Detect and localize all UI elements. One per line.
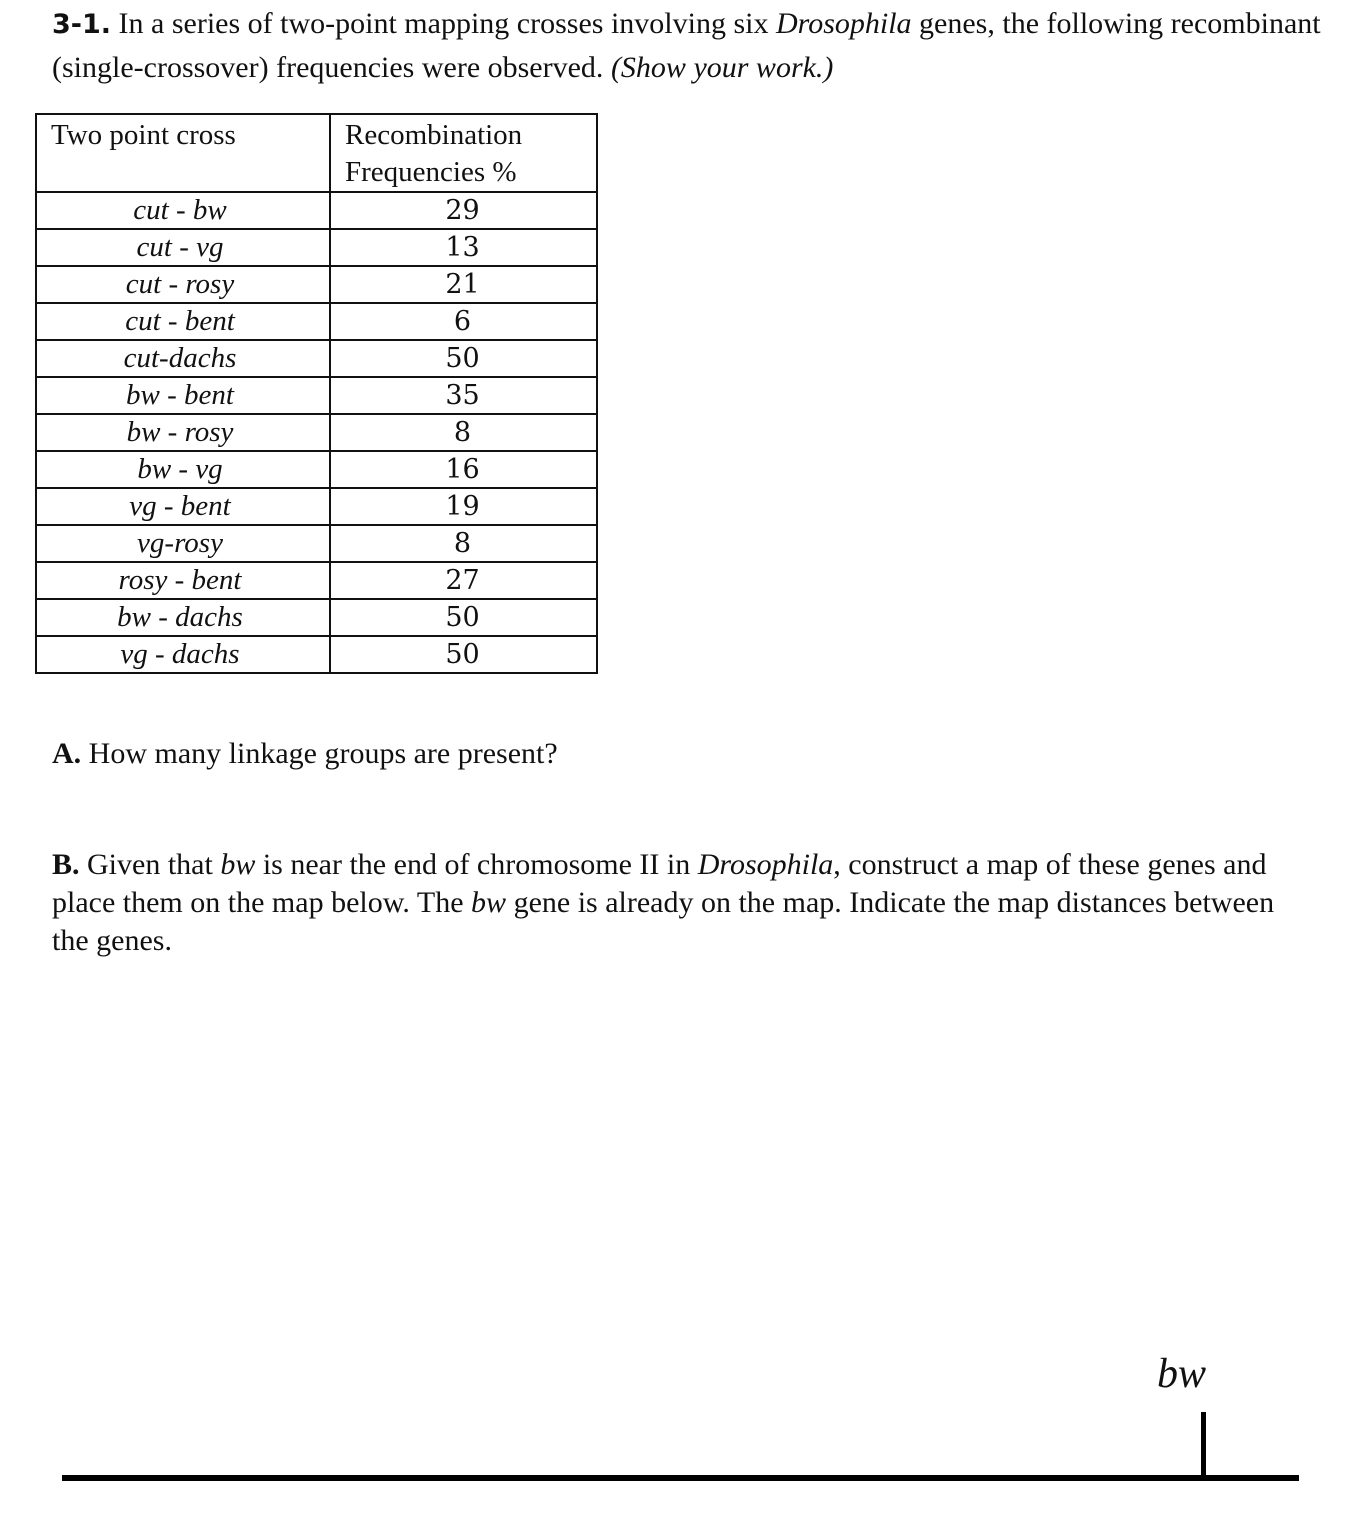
cross-cell bbox=[36, 414, 330, 451]
table-row bbox=[36, 525, 597, 562]
question-text-part-2: genes, the following recombinant (single-crossover) frequencies were observed. bbox=[52, 7, 1321, 84]
cross-cell bbox=[36, 229, 330, 266]
chromosome-line bbox=[62, 1475, 1299, 1481]
organism-name: Drosophila bbox=[775, 7, 912, 40]
chromosome-map bbox=[0, 1330, 1354, 1530]
table-row bbox=[36, 303, 597, 340]
table-row bbox=[36, 451, 597, 488]
cross-label: bw - vg bbox=[137, 453, 223, 485]
cross-label: cut - bw bbox=[133, 194, 227, 226]
question-prompt bbox=[52, 2, 1322, 89]
frequency-cell: 21 bbox=[330, 266, 597, 303]
header-freq-line-1: Recombination bbox=[345, 119, 523, 151]
cross-cell bbox=[36, 599, 330, 636]
cross-label: vg-rosy bbox=[137, 527, 223, 559]
table-body bbox=[36, 192, 597, 673]
table-row bbox=[36, 488, 597, 525]
cross-cell bbox=[36, 488, 330, 525]
cross-cell bbox=[36, 192, 330, 229]
header-two-point-cross: Two point cross bbox=[36, 114, 330, 192]
cross-label: cut - bent bbox=[125, 305, 235, 337]
part-b-letter: B. bbox=[52, 848, 80, 881]
part-b-organism: Drosophila bbox=[697, 848, 834, 881]
table-row bbox=[36, 229, 597, 266]
cross-label: cut-dachs bbox=[123, 342, 237, 374]
part-b-text-4: gene is already on the map. Indicate the map distances between the genes. bbox=[52, 886, 1275, 957]
frequency-cell: 50 bbox=[330, 599, 597, 636]
part-a-question bbox=[52, 735, 558, 773]
table-row bbox=[36, 377, 597, 414]
frequency-cell: 6 bbox=[330, 303, 597, 340]
question-number: 3-1. bbox=[52, 9, 112, 40]
part-b-gene-2: bw bbox=[471, 886, 507, 919]
part-b-question bbox=[52, 846, 1302, 960]
cross-label: bw - bent bbox=[126, 379, 234, 411]
header-freq-line-2: Frequencies % bbox=[345, 156, 517, 188]
table-header-row bbox=[36, 114, 597, 192]
recombination-frequency-table bbox=[35, 113, 598, 674]
cross-label: vg - bent bbox=[129, 490, 231, 522]
gene-label-bw: bw bbox=[1157, 1351, 1207, 1397]
cross-cell bbox=[36, 303, 330, 340]
cross-cell bbox=[36, 525, 330, 562]
frequency-cell: 50 bbox=[330, 340, 597, 377]
gene-tick-bw bbox=[1201, 1412, 1206, 1478]
table-row bbox=[36, 340, 597, 377]
frequency-cell: 16 bbox=[330, 451, 597, 488]
cross-label: bw - dachs bbox=[117, 601, 243, 633]
part-b-text-3: , construct a map of these genes and place them on the map below. The bbox=[52, 848, 1267, 919]
part-b-gene-1: bw bbox=[220, 848, 256, 881]
frequency-cell: 27 bbox=[330, 562, 597, 599]
cross-cell bbox=[36, 377, 330, 414]
header-recombination-frequency bbox=[330, 114, 597, 192]
cross-cell bbox=[36, 636, 330, 673]
part-a-letter: A. bbox=[52, 737, 82, 770]
table-row bbox=[36, 562, 597, 599]
question-text-part-1: In a series of two-point mapping crosses involving six bbox=[111, 7, 776, 40]
part-b-text-1: Given that bbox=[79, 848, 221, 881]
table-row bbox=[36, 636, 597, 673]
cross-label: bw - rosy bbox=[126, 416, 234, 448]
frequency-cell: 50 bbox=[330, 636, 597, 673]
cross-cell bbox=[36, 340, 330, 377]
cross-label: cut - rosy bbox=[125, 268, 235, 300]
cross-label: vg - dachs bbox=[120, 638, 240, 670]
cross-label: cut - vg bbox=[136, 231, 224, 263]
show-work-instruction: (Show your work.) bbox=[610, 51, 834, 84]
table-row bbox=[36, 414, 597, 451]
table-row bbox=[36, 599, 597, 636]
part-a-text: How many linkage groups are present? bbox=[81, 737, 558, 770]
frequency-cell: 8 bbox=[330, 525, 597, 562]
frequency-cell: 29 bbox=[330, 192, 597, 229]
frequency-cell: 35 bbox=[330, 377, 597, 414]
cross-label: rosy - bent bbox=[118, 564, 242, 596]
part-b-text-2: is near the end of chromosome II in bbox=[255, 848, 698, 881]
table-row bbox=[36, 192, 597, 229]
cross-cell bbox=[36, 562, 330, 599]
frequency-cell: 19 bbox=[330, 488, 597, 525]
frequency-cell: 8 bbox=[330, 414, 597, 451]
cross-cell bbox=[36, 451, 330, 488]
table-row bbox=[36, 266, 597, 303]
cross-cell bbox=[36, 266, 330, 303]
frequency-cell: 13 bbox=[330, 229, 597, 266]
